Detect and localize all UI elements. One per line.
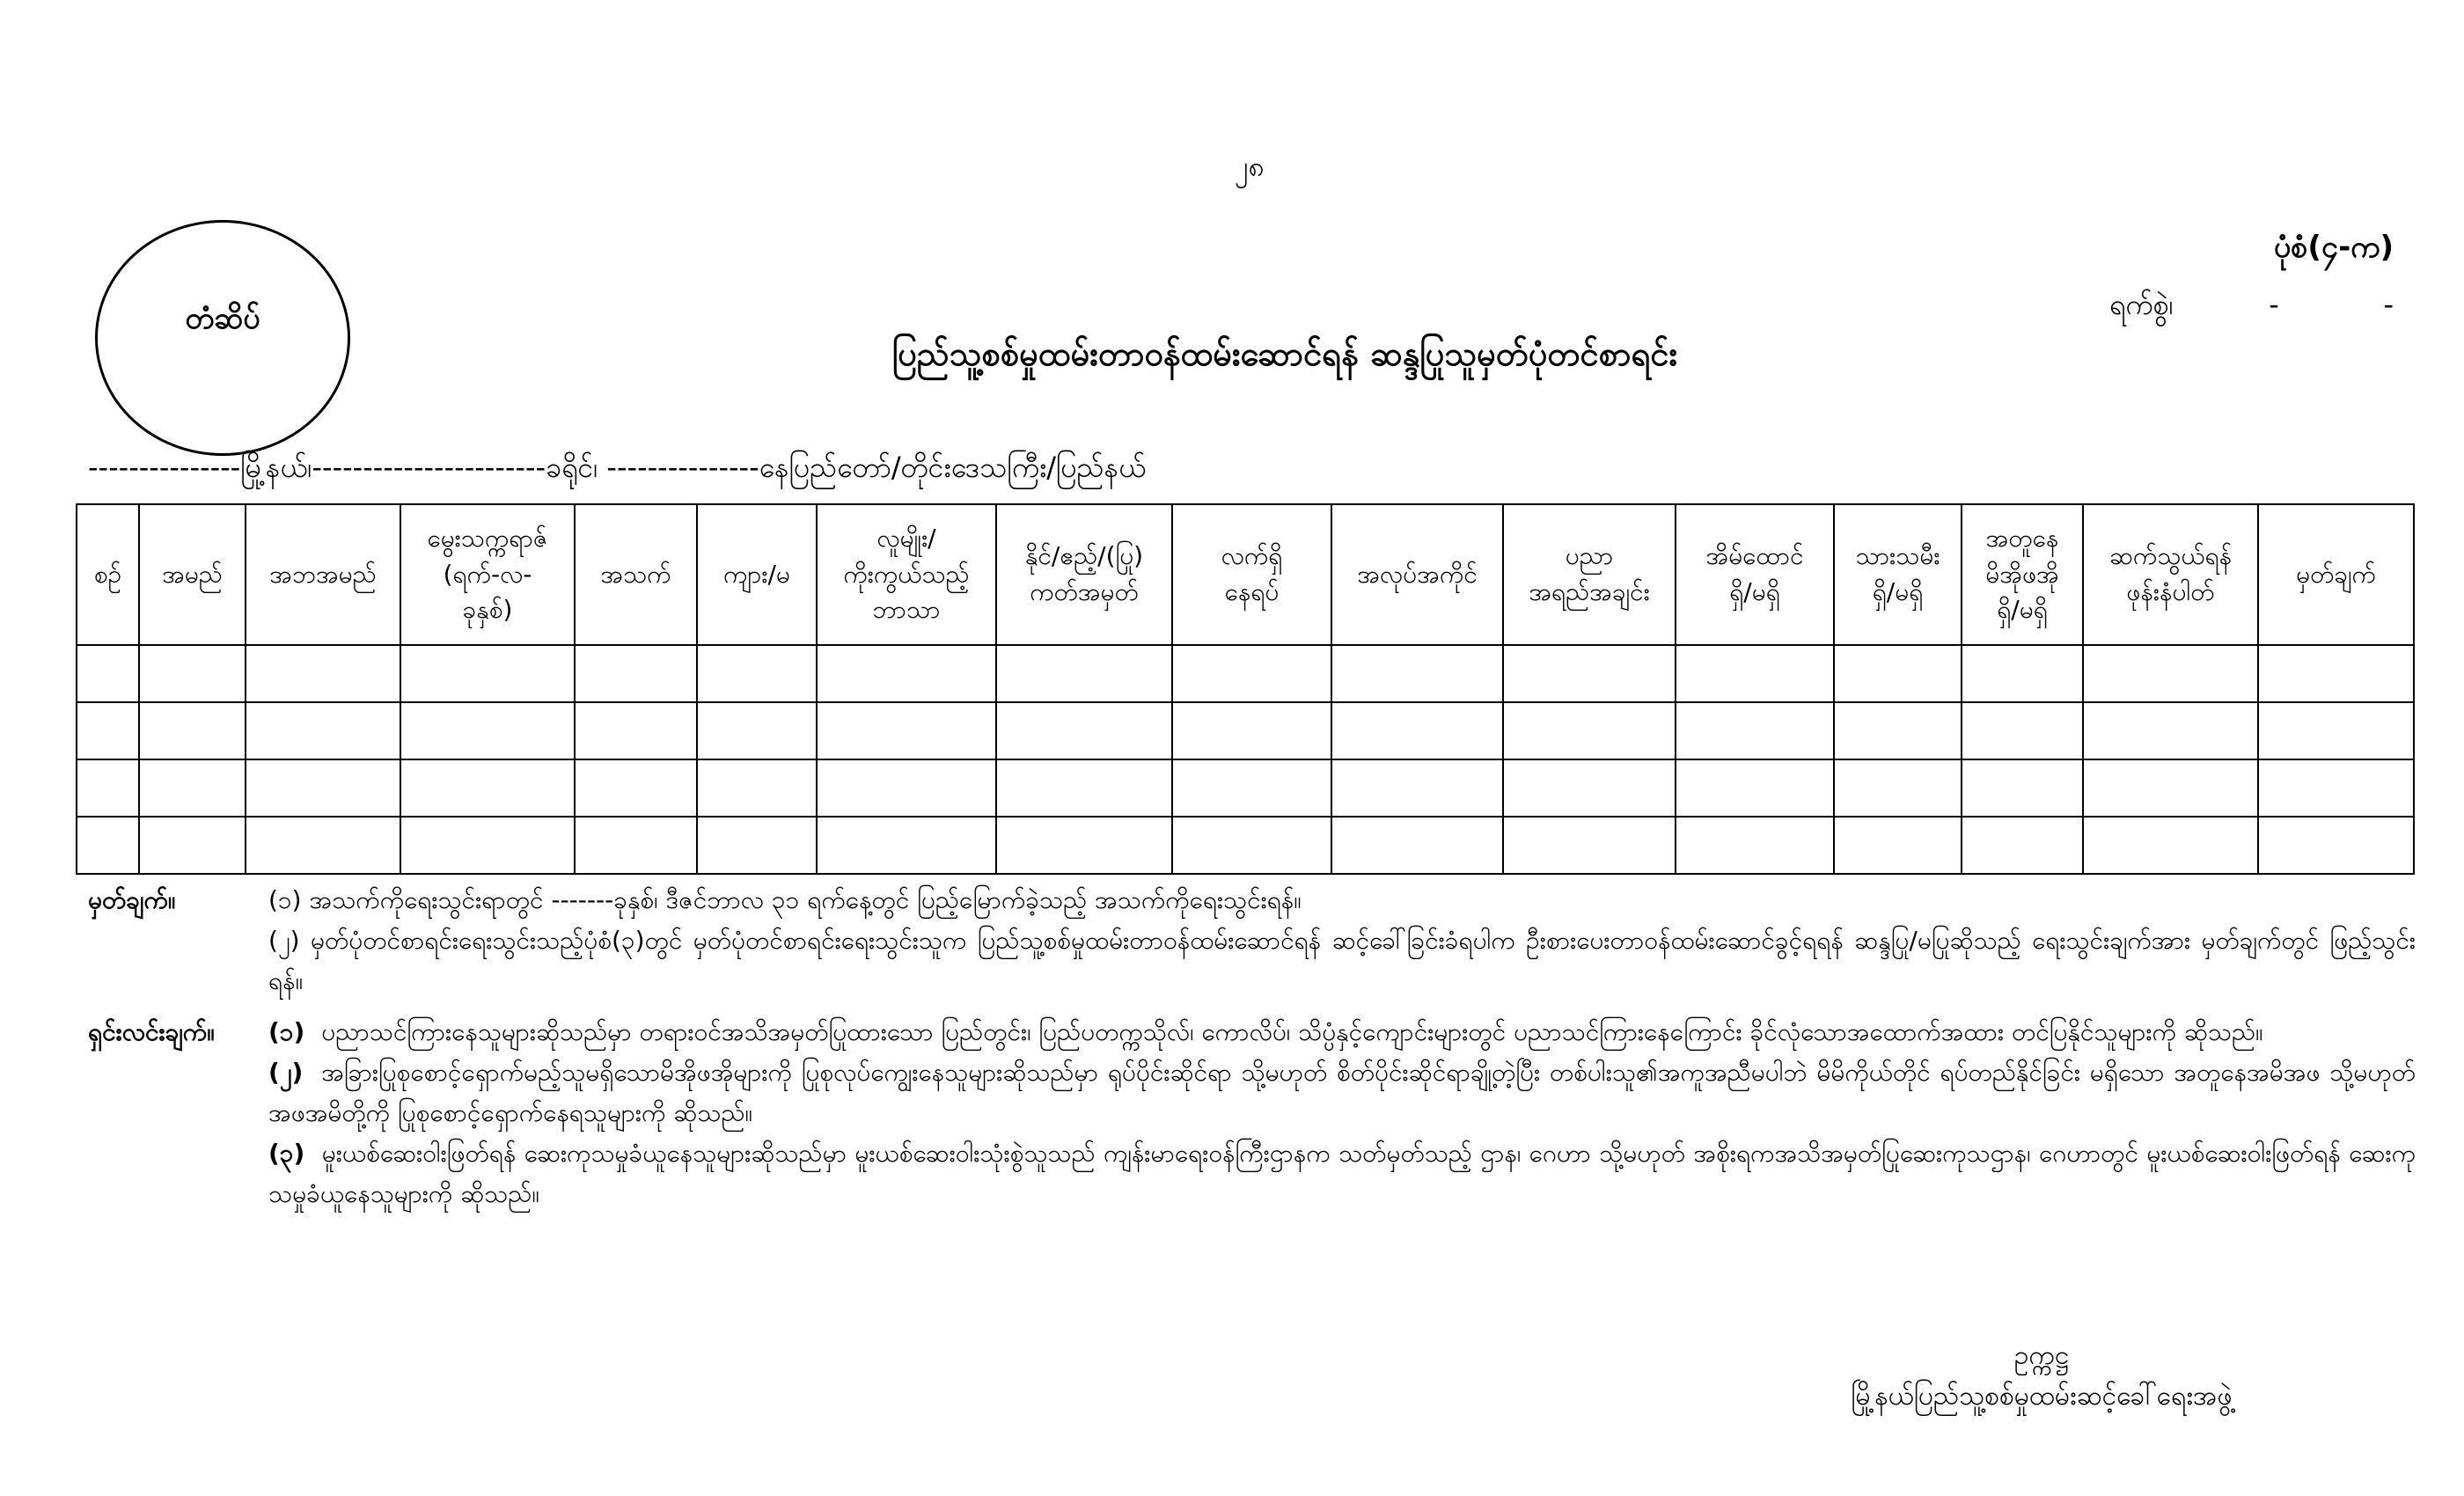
district-blank: ----------------------- — [312, 451, 546, 484]
explanations-label: ရှင်းလင်းချက်။ — [88, 1017, 215, 1046]
date-line — [2109, 286, 2394, 328]
table-cell — [139, 645, 246, 702]
table-row — [77, 759, 2414, 817]
table-row — [77, 817, 2414, 874]
notes-section — [88, 880, 2416, 1214]
table-cell — [1962, 645, 2083, 702]
table-cell — [817, 759, 996, 817]
table-cell — [1331, 759, 1503, 817]
table-cell — [400, 702, 575, 759]
form-title: ပြည်သူ့စစ်မှုထမ်းတာဝန်ထမ်းဆောင်ရန် ဆန္ဒပြုသူမှတ်ပုံတင်စာရင်း — [891, 334, 1678, 373]
explanation-number: (၁) — [268, 1017, 305, 1046]
table-cell — [1503, 817, 1676, 874]
date-label: ရက်စွဲ၊ — [2108, 288, 2174, 321]
remarks-block — [88, 880, 2416, 1001]
col-header-age: အသက် — [575, 504, 697, 645]
explanation-text: အခြားပြုစုစောင့်ရှောက်မည့်သူမရှိသောမိအိုဖအိုများကို ပြုစုလုပ်ကျွေးနေသူများဆိုသည်မှာ ရုပ်ပိုင်းဆိုင်ရာ သို့မဟုတ် စိတ်ပိုင်းဆိုင်ရာချို့တဲ့ပြီး တစ်ပါးသူ၏အကူအညီမပါဘဲ မိမိကိုယ်တိုင် ရပ်တည်နိုင်ခြင်း မရှိသော အတူနေအမိအဖ သို့မဟုတ် အဖအမိတို့ကို ပြုစုစောင့်ရှောက်နေရသူများကို ဆိုသည်။ — [268, 1058, 2416, 1127]
col-header-occupation: အလုပ်အကိုင် — [1331, 504, 1503, 645]
table-row — [77, 645, 2414, 702]
table-cell — [1503, 645, 1676, 702]
col-header-children: သားသမီး ရှိ/မရှိ — [1834, 504, 1962, 645]
explanation-text: ပညာသင်ကြားနေသူများဆိုသည်မှာ တရားဝင်အသိအမှတ်ပြုထားသော ပြည်တွင်း၊ ပြည်ပတက္ကသိုလ်၊ ကောလိပ်၊ သိပ္ပံနှင့်ကျောင်းများတွင် ပညာသင်ကြားနေကြောင်း ခိုင်လုံသောအထောက်အထား တင်ပြနိုင်သူများကို ဆိုသည်။ — [321, 1017, 2263, 1046]
table-cell — [139, 702, 246, 759]
table-cell — [697, 702, 817, 759]
table-cell — [2083, 759, 2258, 817]
table-row — [77, 702, 2414, 759]
table-cell — [77, 702, 139, 759]
stamp-label: တံဆိပ် — [185, 300, 260, 336]
table-cell — [2083, 702, 2258, 759]
table-cell — [1676, 645, 1834, 702]
location-line — [88, 449, 1146, 491]
date-dash-1: - — [2269, 288, 2279, 321]
table-cell — [817, 645, 996, 702]
col-header-date-of-birth: မွေးသက္ကရာဇ် (ရက်-လ- ခုနှစ်) — [400, 504, 575, 645]
remark-item — [268, 880, 2416, 920]
col-header-sex: ကျား/မ — [697, 504, 817, 645]
col-header-name: အမည် — [139, 504, 246, 645]
table-cell — [1172, 702, 1331, 759]
table-cell — [400, 645, 575, 702]
table-cell — [1331, 817, 1503, 874]
signature-organization: မြို့နယ်ပြည်သူ့စစ်မှုထမ်းဆင့်ခေါ်ရေးအဖွဲ့ — [1851, 1381, 2233, 1412]
table-cell — [2258, 645, 2414, 702]
stamp-circle — [95, 220, 350, 456]
table-cell — [1834, 759, 1962, 817]
table-cell — [1172, 645, 1331, 702]
page-number: ၂၈ — [1235, 150, 1265, 183]
region-blank: --------------- — [598, 451, 759, 484]
table-cell — [77, 817, 139, 874]
col-header-married: အိမ်ထောင် ရှိ/မရှိ — [1676, 504, 1834, 645]
table-cell — [246, 645, 400, 702]
date-dash-2: - — [2383, 288, 2394, 321]
table-cell — [1331, 702, 1503, 759]
remark-number: (၂) — [268, 926, 300, 955]
table-cell — [1962, 817, 2083, 874]
table-cell — [139, 817, 246, 874]
table-cell — [996, 645, 1172, 702]
table-cell — [1834, 702, 1962, 759]
table-cell — [139, 759, 246, 817]
table-cell — [996, 702, 1172, 759]
table-cell — [1503, 702, 1676, 759]
table-header-row — [77, 504, 2414, 645]
table-cell — [2083, 817, 2258, 874]
explanation-item — [268, 1052, 2416, 1133]
col-header-remarks: မှတ်ချက် — [2258, 504, 2414, 645]
table-cell — [996, 759, 1172, 817]
table-cell — [575, 702, 697, 759]
table-cell — [697, 759, 817, 817]
table-cell — [2258, 759, 2414, 817]
region-label: နေပြည်တော်/တိုင်းဒေသကြီး/ပြည်နယ် — [759, 451, 1147, 484]
remark-text: မှတ်ပုံတင်စာရင်းရေးသွင်းသည့်ပုံစံ(၃)တွင် မှတ်ပုံတင်စာရင်းရေးသွင်းသူက ပြည်သူ့စစ်မှုထမ်းတာဝန်ထမ်းဆောင်ရန် ဆင့်ခေါ်ခြင်းခံရပါက ဦးစားပေးတာဝန်ထမ်းဆောင်ခွင့်ရရန် ဆန္ဒပြု/မပြုဆိုသည့် ရေးသွင်းချက်အား မှတ်ချက်တွင် ဖြည့်သွင်းရန်။ — [268, 926, 2416, 995]
table-cell — [996, 817, 1172, 874]
table-cell — [697, 645, 817, 702]
table-cell — [2258, 817, 2414, 874]
table-cell — [697, 817, 817, 874]
explanation-item — [268, 1012, 2416, 1052]
remark-item — [268, 920, 2416, 1001]
table-cell — [575, 759, 697, 817]
table-cell — [1834, 645, 1962, 702]
table-cell — [1676, 759, 1834, 817]
col-header-education: ပညာ အရည်အချင်း — [1503, 504, 1676, 645]
table-cell — [77, 759, 139, 817]
table-cell — [1834, 817, 1962, 874]
col-header-card-number: နိုင်/ဧည့်/(ပြု) ကတ်အမှတ် — [996, 504, 1172, 645]
col-header-serial: စဉ် — [77, 504, 139, 645]
table-cell — [2083, 645, 2258, 702]
explanation-text: မူးယစ်ဆေးဝါးဖြတ်ရန် ဆေးကုသမှုခံယူနေသူများဆိုသည်မှာ မူးယစ်ဆေးဝါးသုံးစွဲသူသည် ကျန်းမာရေးဝန်ကြီးဌာနက သတ်မှတ်သည့် ဌာန၊ ဂေဟာ သို့မဟုတ် အစိုးရကအသိအမှတ်ပြုဆေးကုသဌာန၊ ဂေဟာတွင် မူးယစ်ဆေးဝါးဖြတ်ရန် ဆေးကုသမှုခံယူနေသူများကို ဆိုသည်။ — [268, 1139, 2416, 1208]
table-cell — [1172, 759, 1331, 817]
table-cell — [1503, 759, 1676, 817]
col-header-address: လက်ရှိ နေရပ် — [1172, 504, 1331, 645]
col-header-father-name: အဘအမည် — [246, 504, 400, 645]
table-cell — [400, 759, 575, 817]
table-cell — [1172, 817, 1331, 874]
col-header-phone: ဆက်သွယ်ရန် ဖုန်းနံပါတ် — [2083, 504, 2258, 645]
table-cell — [1962, 702, 2083, 759]
remark-text: အသက်ကိုရေးသွင်းရာတွင် -------ခုနှစ်၊ ဒီဇင်ဘာလ ၃၁ ရက်နေ့တွင် ပြည့်မြောက်ခဲ့သည့် အသက်ကိုရေးသွင်းရန်။ — [309, 885, 1302, 914]
table-cell — [2258, 702, 2414, 759]
explanation-number: (၃) — [268, 1139, 305, 1168]
table-cell — [1676, 702, 1834, 759]
explanation-number: (၂) — [268, 1058, 304, 1087]
township-blank: --------------- — [88, 451, 241, 484]
table-cell — [246, 759, 400, 817]
explanation-item — [268, 1133, 2416, 1214]
table-cell — [77, 645, 139, 702]
registration-table — [76, 503, 2415, 875]
table-cell — [1676, 817, 1834, 874]
table-cell — [575, 817, 697, 874]
form-code: ပုံစံ(၄-က) — [2273, 230, 2394, 265]
table-cell — [817, 817, 996, 874]
remark-number: (၁) — [268, 885, 302, 914]
table-cell — [575, 645, 697, 702]
remarks-label: မှတ်ချက်။ — [88, 885, 176, 914]
table-cell — [1331, 645, 1503, 702]
col-header-elderly-parents: အတူနေ မိအိုဖအို ရှိ/မရှိ — [1962, 504, 2083, 645]
col-header-race-religion: လူမျိုး/ ကိုးကွယ်သည့် ဘာသာ — [817, 504, 996, 645]
table-cell — [817, 702, 996, 759]
signature-title: ဥက္ကဋ္ဌ — [2013, 1340, 2070, 1371]
table-cell — [400, 817, 575, 874]
table-cell — [246, 817, 400, 874]
table-cell — [246, 702, 400, 759]
explanations-block — [88, 1012, 2416, 1214]
district-label: ခရိုင်၊ — [546, 451, 598, 484]
table-cell — [1962, 759, 2083, 817]
township-label: မြို့နယ်၊ — [240, 451, 312, 484]
